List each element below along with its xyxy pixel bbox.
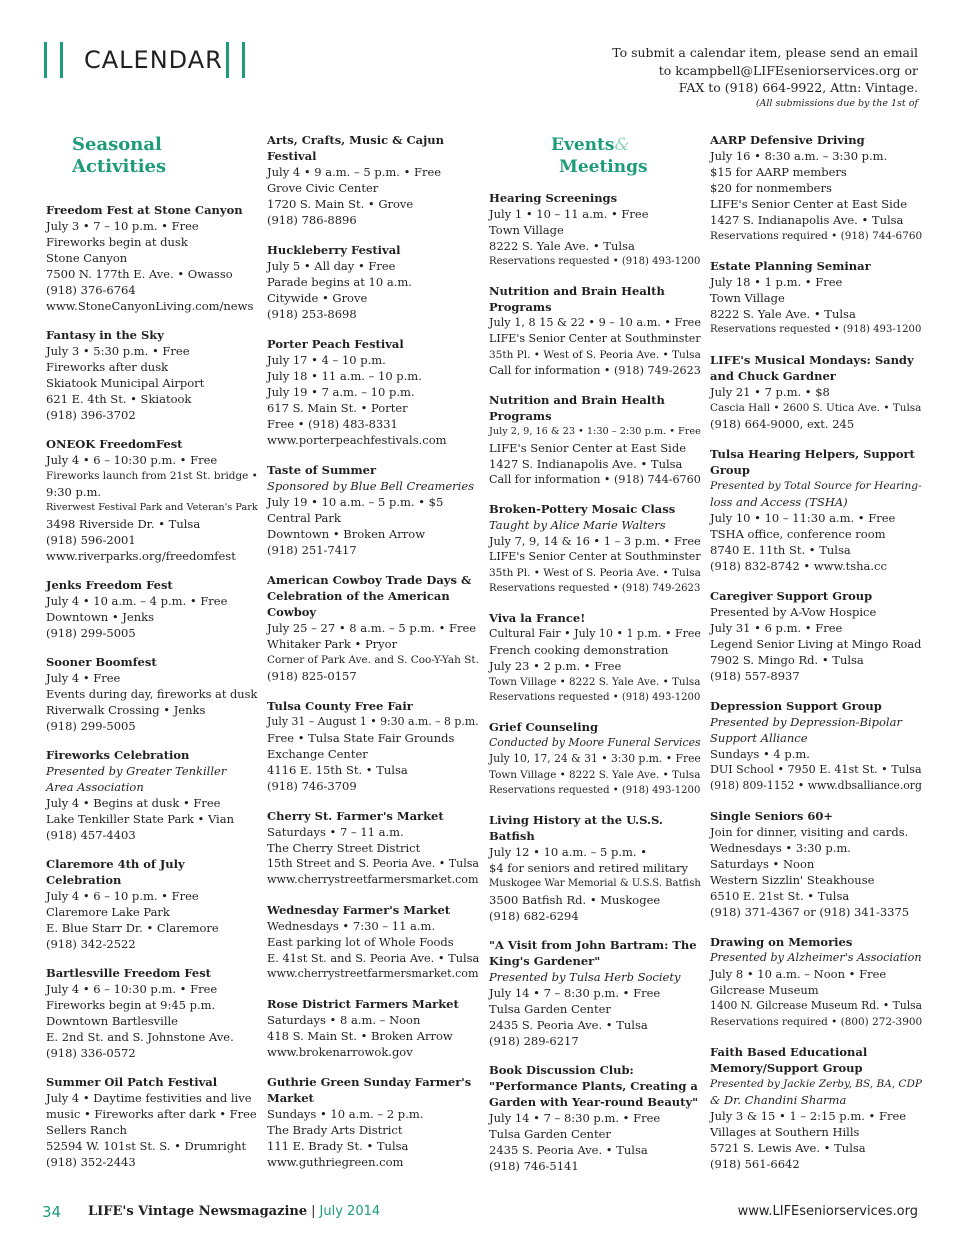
event-detail: July 3 • 5:30 p.m. • Free <box>46 344 190 358</box>
event-detail: (918) 289-6217 <box>489 1034 579 1048</box>
event-detail: (918) 336-0572 <box>46 1046 136 1060</box>
event-detail: Free • (918) 483-8331 <box>267 417 398 431</box>
event-detail: July 18 • 11 a.m. – 10 p.m. <box>267 369 422 383</box>
header-bar-right-1 <box>226 42 229 78</box>
event-detail: Reservations required • (918) 744-6760 <box>710 230 923 242</box>
event-detail: DUI School • 7950 E. 41st St. • Tulsa <box>710 763 922 776</box>
event-detail: Stone Canyon <box>46 251 128 265</box>
event-detail: 1427 S. Indianapolis Ave. • Tulsa <box>489 457 683 471</box>
event-detail: Downtown • Jenks <box>46 610 154 624</box>
event-title: Faith Based Educational Memory/Support Group <box>710 1045 868 1075</box>
event-presenter: Conducted by Moore Funeral Services <box>489 736 701 749</box>
event-presenter: Presented by Alzheimer's Association <box>710 951 922 964</box>
event-detail: July 4 • 9 a.m. – 5 p.m. • Free <box>267 165 442 179</box>
event-detail: Cascia Hall • 2600 S. Utica Ave. • Tulsa <box>710 402 922 414</box>
event-detail: July 14 • 7 – 8:30 p.m. • Free <box>489 1111 661 1125</box>
event-detail: (918) 352-2443 <box>46 1155 136 1169</box>
event-detail: www.cherrystreetfarmersmarket.com <box>267 873 479 886</box>
event-detail: (918) 299-5005 <box>46 626 136 640</box>
event-title: Arts, Crafts, Music & Cajun Festival <box>267 133 444 163</box>
event-entry <box>710 446 922 574</box>
event-presenter: & Dr. Chandini Sharma <box>710 1093 847 1107</box>
event-detail: July 4 • 6 – 10 p.m. • Free <box>46 889 199 903</box>
event-title: "A Visit from John Bartram: The King's Gardener" <box>489 938 697 968</box>
event-detail: Sundays • 10 a.m. – 2 p.m. <box>267 1107 424 1121</box>
event-detail: Join for dinner, visiting and cards. <box>710 825 909 839</box>
event-detail: Reservations required • (800) 272-3900 <box>710 1016 923 1028</box>
event-detail: 35th Pl. • West of S. Peoria Ave. • Tulsa <box>489 349 701 361</box>
column-festivals-markets <box>267 132 479 1184</box>
event-entry <box>710 934 922 1030</box>
event-entry <box>489 190 701 270</box>
event-detail: July 4 • Daytime festivities and live <box>46 1091 252 1105</box>
event-title: Sooner Boomfest <box>46 655 157 669</box>
event-entry <box>267 698 479 794</box>
event-detail: Parade begins at 10 a.m. <box>267 275 412 289</box>
event-detail: (918) 664-9000, ext. 245 <box>710 417 855 431</box>
event-entry <box>489 1062 701 1174</box>
event-entry <box>267 336 479 448</box>
event-detail: LIFE's Senior Center at Southminster <box>489 332 701 345</box>
event-detail: Gilcrease Museum <box>710 983 819 997</box>
header-bar-left-1 <box>44 42 47 78</box>
event-detail: July 23 • 2 p.m. • Free <box>489 659 622 673</box>
event-detail: July 19 • 10 a.m. – 5 p.m. • $5 <box>267 495 444 509</box>
event-title: Guthrie Green Sunday Farmer's Market <box>267 1075 472 1105</box>
event-detail: www.guthriegreen.com <box>267 1155 404 1169</box>
header-bar-right-2 <box>242 42 245 78</box>
event-detail: $20 for nonmembers <box>710 181 832 195</box>
event-detail: 7500 N. 177th E. Ave. • Owasso <box>46 267 233 281</box>
event-entry <box>46 327 258 423</box>
header-bar-left-2 <box>60 42 63 78</box>
event-detail: July 19 • 7 a.m. – 10 p.m. <box>267 385 415 399</box>
event-detail: 9:30 p.m. <box>46 485 102 499</box>
event-detail: Riverwest Festival Park and Veteran's Park <box>46 502 258 513</box>
event-detail: Exchange Center <box>267 747 368 761</box>
event-detail: Call for information • (918) 744-6760 <box>489 473 701 486</box>
event-entry <box>710 698 922 794</box>
event-detail: Events during day, fireworks at dusk <box>46 687 258 701</box>
event-detail: music • Fireworks after dark • Free <box>46 1107 257 1121</box>
event-entry <box>46 436 258 564</box>
event-detail: www.riverparks.org/freedomfest <box>46 549 236 563</box>
event-detail: July 3 & 15 • 1 – 2:15 p.m. • Free <box>710 1109 907 1123</box>
event-detail: Western Sizzlin' Steakhouse <box>710 873 875 887</box>
event-title: Caregiver Support Group <box>710 589 873 603</box>
event-title: Jenks Freedom Fest <box>46 578 173 592</box>
page-title: CALENDAR <box>84 46 223 74</box>
event-detail: E. 41st St. and S. Peoria Ave. • Tulsa <box>267 951 480 965</box>
event-title: ONEOK FreedomFest <box>46 437 183 451</box>
event-detail: Fireworks after dusk <box>46 360 169 374</box>
event-presenter: Taught by Alice Marie Walters <box>489 518 666 532</box>
event-detail: (918) 253-8698 <box>267 307 357 321</box>
event-entry <box>267 572 479 684</box>
event-detail: 2435 S. Peoria Ave. • Tulsa <box>489 1143 648 1157</box>
event-detail: $15 for AARP members <box>710 165 847 179</box>
event-detail: (918) 746-3709 <box>267 779 357 793</box>
submit-line: FAX to (918) 664-9922, Attn: Vintage. <box>678 80 918 95</box>
event-detail: 5721 S. Lewis Ave. • Tulsa <box>710 1141 866 1155</box>
event-detail: East parking lot of Whole Foods <box>267 935 454 949</box>
issue-month: July 2014 <box>319 1204 381 1219</box>
event-list <box>46 202 258 1170</box>
event-detail: Central Park <box>267 511 341 525</box>
event-detail: 1400 N. Gilcrease Museum Rd. • Tulsa <box>710 999 923 1012</box>
event-detail: Sundays • 4 p.m. <box>710 747 810 761</box>
event-detail: 4116 E. 15th St. • Tulsa <box>267 763 408 777</box>
event-detail: (918) 682-6294 <box>489 909 579 923</box>
event-entry <box>710 1044 922 1172</box>
event-detail: Fireworks begin at 9:45 p.m. <box>46 998 216 1012</box>
event-title: Broken-Pottery Mosaic Class <box>489 502 676 516</box>
event-detail: 418 S. Main St. • Broken Arrow <box>267 1029 453 1043</box>
event-title: Rose District Farmers Market <box>267 997 459 1011</box>
event-detail: July 14 • 7 – 8:30 p.m. • Free <box>489 986 661 1000</box>
event-detail: (918) 786-8896 <box>267 213 357 227</box>
event-entry <box>267 808 479 888</box>
event-title: Tulsa Hearing Helpers, Support Group <box>710 447 915 477</box>
page-number: 34 <box>42 1203 62 1221</box>
event-detail: Corner of Park Ave. and S. Coo-Y-Yah St. <box>267 654 479 666</box>
event-entry <box>267 996 479 1060</box>
event-detail: July 4 • 6 – 10:30 p.m. • Free <box>46 453 218 467</box>
event-detail: 1720 S. Main St. • Grove <box>267 197 414 211</box>
event-detail: Wednesdays • 3:30 p.m. <box>710 841 851 855</box>
event-detail: 6510 E. 21st St. • Tulsa <box>710 889 850 903</box>
event-detail: (918) 809-1152 • www.dbsalliance.org <box>710 779 922 792</box>
event-detail: 8222 S. Yale Ave. • Tulsa <box>710 307 856 321</box>
event-detail: Town Village <box>489 223 564 237</box>
event-title: Grief Counseling <box>489 720 598 734</box>
event-detail: Downtown Bartlesville <box>46 1014 178 1028</box>
event-detail: Claremore Lake Park <box>46 905 170 919</box>
event-detail: Call for information • (918) 749-2623 <box>489 364 701 377</box>
event-detail: $4 for seniors and retired military <box>489 861 689 875</box>
event-presenter: Support Alliance <box>710 731 808 745</box>
event-detail: July 4 • 10 a.m. – 4 p.m. • Free <box>46 594 228 608</box>
magazine-title <box>88 1204 380 1219</box>
event-entry <box>489 812 701 924</box>
submit-line: to kcampbell@LIFEseniorservices.org or <box>658 62 918 78</box>
event-title: Summer Oil Patch Festival <box>46 1075 218 1089</box>
section-title-word-events: Events <box>551 135 615 155</box>
event-detail: Saturdays • Noon <box>710 857 815 871</box>
section-title-line-1 <box>551 134 701 156</box>
event-detail: 1427 S. Indianapolis Ave. • Tulsa <box>710 213 904 227</box>
event-detail: (918) 457-4403 <box>46 828 136 842</box>
event-entry <box>710 132 922 244</box>
event-detail: 52594 W. 101st St. S. • Drumright <box>46 1139 247 1153</box>
event-detail: Tulsa Garden Center <box>489 1127 611 1141</box>
submit-note: (All submissions due by the 1st of <box>755 97 918 109</box>
event-presenter: Presented by Total Source for Hearing- <box>710 479 922 492</box>
event-entry <box>46 202 258 314</box>
event-detail: Citywide • Grove <box>267 291 368 305</box>
event-detail: Skiatook Municipal Airport <box>46 376 205 390</box>
event-presenter: Sponsored by Blue Bell Creameries <box>267 479 475 493</box>
event-detail: 3498 Riverside Dr. • Tulsa <box>46 517 201 531</box>
event-detail: Sellers Ranch <box>46 1123 127 1137</box>
event-detail: Fireworks launch from 21st St. bridge • <box>46 470 258 482</box>
event-detail: (918) 371-4367 or (918) 341-3375 <box>710 905 910 919</box>
event-detail: July 21 • 7 p.m. • $8 <box>710 385 830 399</box>
event-entry <box>267 902 479 982</box>
column-events-meetings <box>489 132 701 1187</box>
event-detail: Muskogee War Memorial & U.S.S. Batfish <box>489 878 701 889</box>
event-detail: (918) 376-6764 <box>46 283 136 297</box>
event-detail: July 3 • 7 – 10 p.m. • Free <box>46 219 199 233</box>
event-detail: Villages at Southern Hills <box>710 1125 860 1139</box>
column-seasonal-activities <box>46 132 258 1183</box>
event-detail: July 5 • All day • Free <box>267 259 396 273</box>
ampersand-ornament: & <box>614 135 630 155</box>
event-detail: July 12 • 10 a.m. – 5 p.m. • <box>489 845 647 859</box>
event-presenter: Presented by Depression-Bipolar <box>710 715 902 729</box>
event-detail: (918) 825-0157 <box>267 669 357 683</box>
event-detail: Reservations requested • (918) 493-1200 <box>489 256 701 267</box>
event-entry <box>710 808 922 920</box>
event-detail: E. 2nd St. and S. Johnstone Ave. <box>46 1030 234 1044</box>
event-detail: Grove Civic Center <box>267 181 379 195</box>
event-detail: 35th Pl. • West of S. Peoria Ave. • Tulsa <box>489 567 701 579</box>
event-entry <box>46 654 258 734</box>
event-title: Living History at the U.S.S. Batfish <box>489 813 663 843</box>
event-detail: July 25 – 27 • 8 a.m. – 5 p.m. • Free <box>267 621 477 635</box>
footer-separator: | <box>311 1204 316 1219</box>
event-detail: The Cherry Street District <box>267 841 421 855</box>
event-detail: Tulsa Garden Center <box>489 1002 611 1016</box>
event-list <box>489 190 701 1174</box>
event-detail: 111 E. Brady St. • Tulsa <box>267 1139 409 1153</box>
magazine-name: LIFE's Vintage Newsmagazine <box>88 1204 308 1219</box>
event-detail: Saturdays • 8 a.m. – Noon <box>267 1013 421 1027</box>
event-detail: 621 E. 4th St. • Skiatook <box>46 392 192 406</box>
event-detail: July 4 • 6 – 10:30 p.m. • Free <box>46 982 218 996</box>
event-detail: Legend Senior Living at Mingo Road <box>710 637 922 651</box>
event-entry <box>267 242 479 322</box>
event-detail: 2435 S. Peoria Ave. • Tulsa <box>489 1018 648 1032</box>
event-entry <box>489 283 701 379</box>
event-detail: 3500 Batfish Rd. • Muskogee <box>489 893 661 907</box>
section-title-line-2: Meetings <box>559 157 648 177</box>
event-detail: Whitaker Park • Pryor <box>267 637 398 651</box>
event-detail: Reservations requested • (918) 493-1200 <box>489 785 701 796</box>
event-title: Cherry St. Farmer's Market <box>267 809 444 823</box>
event-detail: 7902 S. Mingo Rd. • Tulsa <box>710 653 864 667</box>
section-title-seasonal: Seasonal Activities <box>72 134 167 177</box>
event-title: Single Seniors 60+ <box>710 809 833 823</box>
event-detail: July 4 • Free <box>46 671 121 685</box>
event-detail: (918) 596-2001 <box>46 533 136 547</box>
event-detail: (918) 832-8742 • www.tsha.cc <box>710 559 887 573</box>
event-detail: Riverwalk Crossing • Jenks <box>46 703 206 717</box>
event-detail: Lake Tenkiller State Park • Vian <box>46 812 234 826</box>
event-detail: French cooking demonstration <box>489 643 669 657</box>
event-detail: The Brady Arts District <box>267 1123 403 1137</box>
event-detail: E. Blue Starr Dr. • Claremore <box>46 921 219 935</box>
event-presenter: Presented by Greater Tenkiller <box>46 764 227 778</box>
event-detail: July 4 • Begins at dusk • Free <box>46 796 221 810</box>
event-entry <box>46 577 258 641</box>
event-title: Fantasy in the Sky <box>46 328 164 342</box>
event-detail: July 17 • 4 – 10 p.m. <box>267 353 386 367</box>
event-detail: (918) 342-2522 <box>46 937 136 951</box>
event-detail: LIFE's Senior Center at Southminster <box>489 550 701 563</box>
event-detail: July 10, 17, 24 & 31 • 3:30 p.m. • Free <box>489 752 701 765</box>
event-title: Tulsa County Free Fair <box>267 699 413 713</box>
event-title: Estate Planning Seminar <box>710 259 871 273</box>
event-list <box>710 132 922 1172</box>
event-detail: Saturdays • 7 – 11 a.m. <box>267 825 404 839</box>
event-detail: Reservations requested • (918) 749-2623 <box>489 583 701 594</box>
event-detail: (918) 251-7417 <box>267 543 357 557</box>
event-detail: 617 S. Main St. • Porter <box>267 401 408 415</box>
event-detail: Reservations requested • (918) 493-1200 <box>489 692 701 703</box>
event-entry <box>489 501 701 597</box>
event-detail: July 2, 9, 16 & 23 • 1:30 – 2:30 p.m. • Free <box>489 426 701 437</box>
event-detail: Free • Tulsa State Fair Grounds <box>267 731 455 745</box>
event-presenter: Area Association <box>46 780 144 794</box>
event-presenter: Presented by Jackie Zerby, BS, BA, CDP <box>710 1078 922 1090</box>
event-detail: Town Village • 8222 S. Yale Ave. • Tulsa <box>489 676 701 688</box>
event-entry <box>710 588 922 684</box>
event-entry <box>46 856 258 952</box>
event-detail: July 16 • 8:30 a.m. – 3:30 p.m. <box>710 149 888 163</box>
event-title: LIFE's Musical Mondays: Sandy and Chuck Gardner <box>710 353 914 383</box>
event-title: Wednesday Farmer's Market <box>267 903 451 917</box>
event-detail: Fireworks begin at dusk <box>46 235 188 249</box>
event-detail: (918) 299-5005 <box>46 719 136 733</box>
event-list <box>267 132 479 1170</box>
event-presenter: Presented by Tulsa Herb Society <box>489 970 681 984</box>
event-detail: 8222 S. Yale Ave. • Tulsa <box>489 239 635 253</box>
event-entry <box>489 392 701 488</box>
event-entry <box>46 965 258 1061</box>
event-detail: Wednesdays • 7:30 – 11 a.m. <box>267 919 436 933</box>
event-detail: July 1 • 10 – 11 a.m. • Free <box>489 207 649 221</box>
event-title: Hearing Screenings <box>489 191 618 205</box>
event-detail: LIFE's Senior Center at East Side <box>710 197 907 211</box>
event-detail: www.porterpeachfestivals.com <box>267 433 447 447</box>
event-title: Taste of Summer <box>267 463 377 477</box>
event-detail: July 31 • 6 p.m. • Free <box>710 621 843 635</box>
event-title: Nutrition and Brain Health Programs <box>489 393 665 423</box>
event-entry <box>46 1074 258 1170</box>
event-detail: (918) 746-5141 <box>489 1159 579 1173</box>
event-entry <box>710 258 922 338</box>
event-entry <box>489 719 701 799</box>
event-entry <box>710 352 922 432</box>
event-detail: Downtown • Broken Arrow <box>267 527 426 541</box>
event-detail: July 31 – August 1 • 9:30 a.m. – 8 p.m. <box>267 715 479 728</box>
event-detail: 15th Street and S. Peoria Ave. • Tulsa <box>267 857 479 870</box>
event-detail: Cultural Fair • July 10 • 1 p.m. • Free <box>489 627 701 640</box>
event-title: Porter Peach Festival <box>267 337 404 351</box>
submit-line: To submit a calendar item, please send an email <box>612 45 918 60</box>
column-support-groups <box>710 132 922 1186</box>
event-detail: (918) 561-6642 <box>710 1157 800 1171</box>
page-footer <box>42 1203 918 1225</box>
event-entry <box>489 610 701 706</box>
event-detail: 8740 E. 11th St. • Tulsa <box>710 543 851 557</box>
event-entry <box>46 747 258 843</box>
event-title: Fireworks Celebration <box>46 748 190 762</box>
event-detail: www.cherrystreetfarmersmarket.com <box>267 967 479 980</box>
event-title: Huckleberry Festival <box>267 243 401 257</box>
event-entry <box>267 132 479 228</box>
event-title: Book Discussion Club: "Performance Plants, Creating a Garden with Year-round Beauty" <box>489 1063 699 1109</box>
event-entry <box>267 1074 479 1170</box>
event-detail: www.brokenarrowok.gov <box>267 1045 413 1059</box>
event-detail: July 10 • 10 – 11:30 a.m. • Free <box>710 511 896 525</box>
event-detail: Town Village • 8222 S. Yale Ave. • Tulsa <box>489 769 701 781</box>
event-title: Freedom Fest at Stone Canyon <box>46 203 243 217</box>
event-title: American Cowboy Trade Days & Celebration of the American Cowboy <box>267 573 472 619</box>
section-title-events <box>551 134 701 178</box>
event-title: Claremore 4th of July Celebration <box>46 857 185 887</box>
event-detail: July 1, 8 15 & 22 • 9 – 10 a.m. • Free <box>489 316 701 329</box>
event-detail: (918) 396-3702 <box>46 408 136 422</box>
event-detail: Town Village <box>710 291 785 305</box>
event-presenter: loss and Access (TSHA) <box>710 495 848 509</box>
event-detail: LIFE's Senior Center at East Side <box>489 441 686 455</box>
event-entry <box>267 462 479 558</box>
submission-info <box>612 44 918 111</box>
event-detail: Presented by A-Vow Hospice <box>710 605 877 619</box>
event-detail: www.StoneCanyonLiving.com/news <box>46 299 254 313</box>
event-detail: TSHA office, conference room <box>710 527 886 541</box>
event-title: AARP Defensive Driving <box>710 133 865 147</box>
website-link[interactable]: www.LIFEseniorservices.org <box>737 1204 918 1219</box>
event-title: Nutrition and Brain Health Programs <box>489 284 665 314</box>
event-detail: (918) 557-8937 <box>710 669 800 683</box>
event-title: Bartlesville Freedom Fest <box>46 966 211 980</box>
event-detail: July 8 • 10 a.m. – Noon • Free <box>710 967 887 981</box>
event-detail: July 7, 9, 14 & 16 • 1 – 3 p.m. • Free <box>489 534 701 548</box>
event-title: Drawing on Memories <box>710 935 853 949</box>
event-detail: Reservations requested • (918) 493-1200 <box>710 324 922 335</box>
event-title: Viva la France! <box>489 611 586 625</box>
event-title: Depression Support Group <box>710 699 882 713</box>
event-detail: July 18 • 1 p.m. • Free <box>710 275 843 289</box>
event-entry <box>489 937 701 1049</box>
